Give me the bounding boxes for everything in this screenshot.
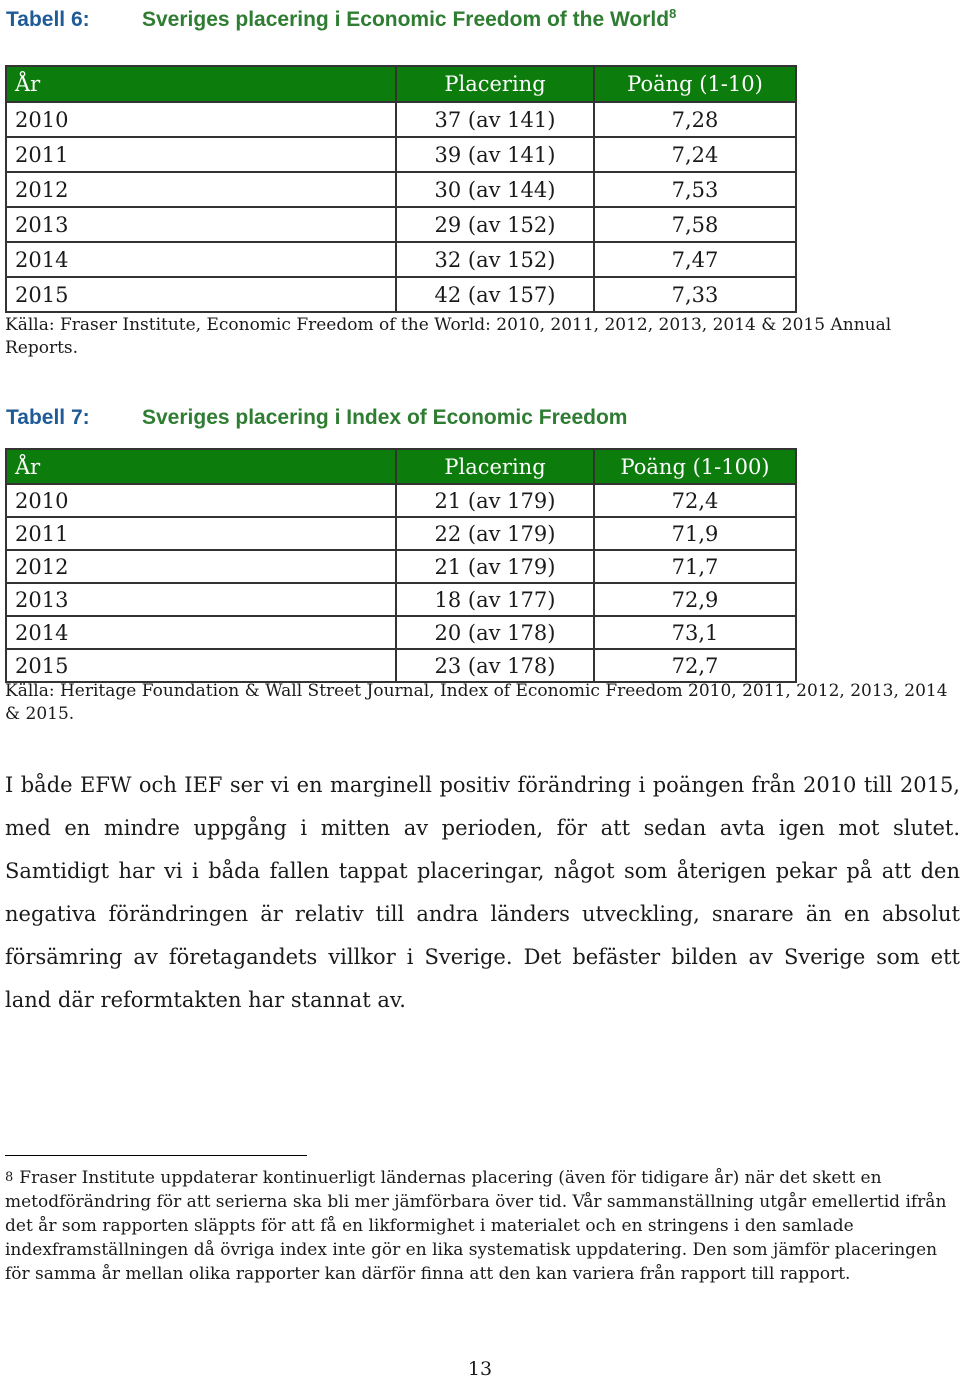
footnote bbox=[5, 1166, 955, 1286]
table7-source: Källa: Heritage Foundation & Wall Street Journal, Index of Economic Freedom 2010, 2011, 2012, 2013, 2014 & 2015. bbox=[5, 681, 948, 724]
footnote-text: Fraser Institute uppdaterar kontinuerligt ländernas placering (även för tidigare år) när det skett en metodförändring för att serierna ska bli mer jämförbara över tid. Vår sammanställning utgår emellertid ifrån det år som rapporten släppts för att få en likformighet i materialet och en stringens i den samlade indexframställningen då övriga index inte gör en lika systematisk uppdatering. Den som jämför placeringen för samma år mellan olika rapporter kan därför finna att den kan variera från rapport till rapport. bbox=[5, 1168, 947, 1284]
table-row bbox=[6, 583, 796, 616]
table-cell: 2015 bbox=[6, 649, 396, 682]
table6-footnote-ref[interactable]: 8 bbox=[669, 6, 677, 21]
table-cell: 2011 bbox=[6, 137, 396, 172]
table-cell: 7,24 bbox=[594, 137, 796, 172]
table7-header-score: Poäng (1-100) bbox=[594, 449, 796, 484]
table-cell: 72,9 bbox=[594, 583, 796, 616]
table-cell: 2014 bbox=[6, 616, 396, 649]
table-row bbox=[6, 550, 796, 583]
table6-label: Tabell 6: bbox=[6, 8, 90, 31]
table-cell: 18 (av 177) bbox=[396, 583, 594, 616]
table-cell: 7,58 bbox=[594, 207, 796, 242]
table-cell: 2012 bbox=[6, 550, 396, 583]
table-cell: 7,53 bbox=[594, 172, 796, 207]
table7-title: Sveriges placering i Index of Economic Freedom bbox=[142, 406, 628, 429]
footnote-number: 8 bbox=[5, 1170, 14, 1185]
table-cell: 21 (av 179) bbox=[396, 484, 594, 517]
footnote-separator bbox=[5, 1155, 307, 1156]
table-cell: 30 (av 144) bbox=[396, 172, 594, 207]
table-cell: 21 (av 179) bbox=[396, 550, 594, 583]
table-cell: 23 (av 178) bbox=[396, 649, 594, 682]
table-cell: 71,9 bbox=[594, 517, 796, 550]
table-row bbox=[6, 137, 796, 172]
table-cell: 2014 bbox=[6, 242, 396, 277]
table-cell: 29 (av 152) bbox=[396, 207, 594, 242]
table-cell: 72,7 bbox=[594, 649, 796, 682]
table-row bbox=[6, 484, 796, 517]
table-cell: 7,28 bbox=[594, 102, 796, 137]
table6-header-score: Poäng (1-10) bbox=[594, 66, 796, 102]
table-cell: 22 (av 179) bbox=[396, 517, 594, 550]
table-row bbox=[6, 649, 796, 682]
table-cell: 73,1 bbox=[594, 616, 796, 649]
table6-title: Sveriges placering i Economic Freedom of the World bbox=[142, 8, 670, 31]
table-cell: 72,4 bbox=[594, 484, 796, 517]
table-row bbox=[6, 207, 796, 242]
table-row bbox=[6, 242, 796, 277]
page-number: 13 bbox=[467, 1358, 493, 1380]
table-cell: 37 (av 141) bbox=[396, 102, 594, 137]
table-cell: 2013 bbox=[6, 583, 396, 616]
table6-caption bbox=[6, 6, 676, 32]
table-row bbox=[6, 616, 796, 649]
body-paragraph: I både EFW och IEF ser vi en marginell positiv förändring i poängen från 2010 till 2015, med en mindre uppgång i mitten av perioden, för att sedan avta igen mot slutet. Samtidigt har vi i båda fallen tappat placeringar, något som återigen pekar på att den negativa förändringen är relativ till andra länders utveckling, snarare än en absolut försämring av företagandets villkor i Sverige. Det befäster bilden av Sverige som ett land där reformtakten har stannat av. bbox=[5, 773, 960, 1012]
table-cell: 2010 bbox=[6, 484, 396, 517]
table-cell: 71,7 bbox=[594, 550, 796, 583]
table-row bbox=[6, 517, 796, 550]
table-cell: 2013 bbox=[6, 207, 396, 242]
table6 bbox=[5, 65, 797, 313]
table7 bbox=[5, 448, 797, 683]
table-cell: 7,33 bbox=[594, 277, 796, 312]
table6-source: Källa: Fraser Institute, Economic Freedom of the World: 2010, 2011, 2012, 2013, 2014 & 2015 Annual Reports. bbox=[5, 315, 892, 358]
table-row bbox=[6, 172, 796, 207]
table6-header-placement: Placering bbox=[396, 66, 594, 102]
table7-header-placement: Placering bbox=[396, 449, 594, 484]
table-cell: 2012 bbox=[6, 172, 396, 207]
table-cell: 7,47 bbox=[594, 242, 796, 277]
table-cell: 42 (av 157) bbox=[396, 277, 594, 312]
table6-header-year: År bbox=[6, 66, 396, 102]
table-cell: 2010 bbox=[6, 102, 396, 137]
table7-header-year: År bbox=[6, 449, 396, 484]
table-cell: 2011 bbox=[6, 517, 396, 550]
table-cell: 32 (av 152) bbox=[396, 242, 594, 277]
table-cell: 20 (av 178) bbox=[396, 616, 594, 649]
table-row bbox=[6, 102, 796, 137]
table7-caption bbox=[6, 406, 627, 430]
table-row bbox=[6, 277, 796, 312]
table-cell: 39 (av 141) bbox=[396, 137, 594, 172]
table7-label: Tabell 7: bbox=[6, 406, 90, 429]
table-cell: 2015 bbox=[6, 277, 396, 312]
